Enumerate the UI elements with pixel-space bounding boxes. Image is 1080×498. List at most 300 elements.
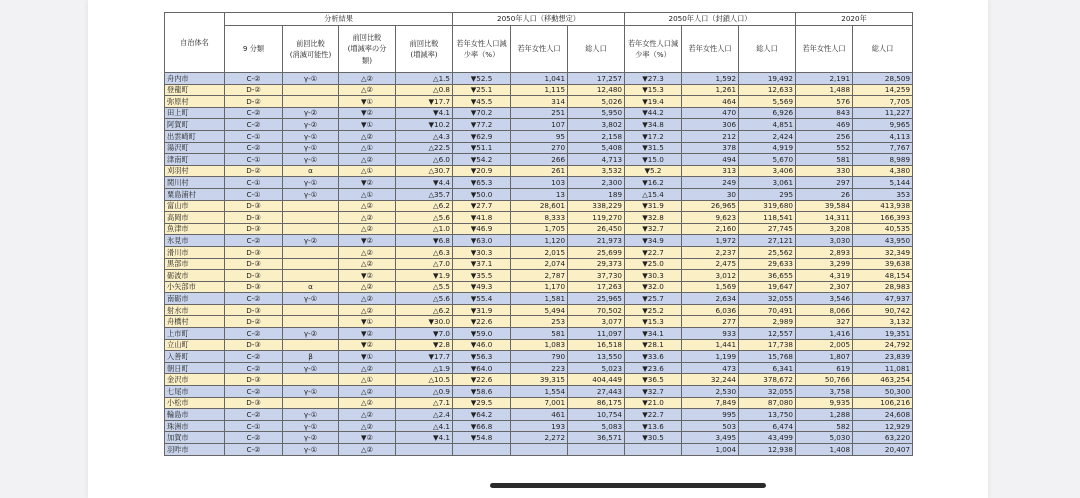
cell-name: 上市町 [165, 328, 225, 340]
cell-c-yf: 503 [682, 420, 739, 432]
cell-m-rate: ▼22.6 [453, 374, 511, 386]
cell-y-yf: 3,546 [796, 293, 853, 305]
table-row [165, 212, 913, 224]
cell-c-yf: 378 [682, 142, 739, 154]
cell-rc: △② [339, 304, 396, 316]
cell-rc: ▼② [339, 107, 396, 119]
cell-rc: ▼② [339, 328, 396, 340]
cell-name: 立山町 [165, 339, 225, 351]
cell-c-rate: ▼22.7 [625, 409, 682, 421]
header-2020-yf-pop: 若年女性人口 [796, 26, 853, 73]
cell-y-tot: 40,535 [853, 223, 913, 235]
cell-prev [283, 339, 339, 351]
cell-c-rate: ▼32.8 [625, 212, 682, 224]
cell-m-rate: ▼41.8 [453, 212, 511, 224]
cell-c-rate: ▼16.2 [625, 177, 682, 189]
cell-m-rate: ▼45.5 [453, 96, 511, 108]
cell-cls: C-① [225, 420, 283, 432]
cell-cls: C-② [225, 235, 283, 247]
cell-y-yf: 576 [796, 96, 853, 108]
cell-rc: △② [339, 223, 396, 235]
cell-name: 田上町 [165, 107, 225, 119]
cell-prev [283, 84, 339, 96]
table-row [165, 409, 913, 421]
cell-m-tot: 3,532 [568, 165, 625, 177]
cell-m-rate: ▼64.2 [453, 409, 511, 421]
cell-rc: △② [339, 246, 396, 258]
cell-prev: β [283, 351, 339, 363]
cell-m-yf: 5,494 [511, 304, 568, 316]
cell-c-yf: 1,199 [682, 351, 739, 363]
cell-c-yf: 32,244 [682, 374, 739, 386]
cell-y-yf: 843 [796, 107, 853, 119]
cell-cls: D-③ [225, 281, 283, 293]
table-row [165, 246, 913, 258]
cell-rc: ▼① [339, 119, 396, 131]
cell-c-tot: 319,680 [739, 200, 796, 212]
cell-name: 黒部市 [165, 258, 225, 270]
cell-rate: △0.9 [396, 386, 453, 398]
cell-m-tot: 3,077 [568, 316, 625, 328]
cell-m-tot: 21,973 [568, 235, 625, 247]
cell-c-yf: 6,036 [682, 304, 739, 316]
cell-y-yf: 4,319 [796, 270, 853, 282]
cell-rate: △5.5 [396, 281, 453, 293]
cell-rc: △② [339, 420, 396, 432]
table-row [165, 444, 913, 456]
cell-m-yf: 251 [511, 107, 568, 119]
cell-c-rate: ▼30.3 [625, 270, 682, 282]
table-row [165, 304, 913, 316]
cell-c-tot: 118,541 [739, 212, 796, 224]
cell-prev: γ-② [283, 328, 339, 340]
header-analysis: 分析結果 [225, 13, 453, 26]
cell-name: 入善町 [165, 351, 225, 363]
cell-c-rate: ▼32.7 [625, 223, 682, 235]
cell-m-yf: 1,554 [511, 386, 568, 398]
cell-c-yf: 1,569 [682, 281, 739, 293]
table-row [165, 119, 913, 131]
cell-c-rate: △15.4 [625, 188, 682, 200]
cell-m-yf [511, 444, 568, 456]
cell-c-tot: 6,926 [739, 107, 796, 119]
cell-y-tot: 12,929 [853, 420, 913, 432]
cell-prev: α [283, 281, 339, 293]
cell-m-rate: ▼58.6 [453, 386, 511, 398]
cell-c-tot: 25,562 [739, 246, 796, 258]
cell-rc: △② [339, 84, 396, 96]
cell-name: 七尾市 [165, 386, 225, 398]
cell-y-tot: 32,349 [853, 246, 913, 258]
table-row [165, 84, 913, 96]
horizontal-scrollbar[interactable] [490, 483, 766, 488]
cell-c-tot: 5,670 [739, 154, 796, 166]
cell-name: 湯沢町 [165, 142, 225, 154]
cell-c-rate: ▼33.6 [625, 351, 682, 363]
cell-c-tot: 13,750 [739, 409, 796, 421]
cell-c-rate: ▼25.7 [625, 293, 682, 305]
cell-cls: C-② [225, 432, 283, 444]
cell-c-yf: 464 [682, 96, 739, 108]
cell-prev: γ-① [283, 420, 339, 432]
cell-rate: ▼4.1 [396, 432, 453, 444]
table-row [165, 223, 913, 235]
cell-y-tot: 47,937 [853, 293, 913, 305]
cell-y-yf: 1,408 [796, 444, 853, 456]
cell-y-tot: 463,254 [853, 374, 913, 386]
cell-rate: ▼30.0 [396, 316, 453, 328]
cell-c-rate: ▼36.5 [625, 374, 682, 386]
cell-y-yf: 3,030 [796, 235, 853, 247]
cell-c-rate: ▼27.3 [625, 73, 682, 85]
cell-m-yf: 266 [511, 154, 568, 166]
cell-m-tot: 13,550 [568, 351, 625, 363]
cell-m-tot: 17,263 [568, 281, 625, 293]
header-2020-total: 総人口 [853, 26, 913, 73]
cell-y-yf: 1,288 [796, 409, 853, 421]
cell-c-tot: 27,121 [739, 235, 796, 247]
cell-cls: C-② [225, 73, 283, 85]
cell-name: 出雲崎町 [165, 130, 225, 142]
cell-y-yf: 469 [796, 119, 853, 131]
cell-c-tot: 32,055 [739, 386, 796, 398]
cell-cls: C-① [225, 130, 283, 142]
cell-c-tot: 19,492 [739, 73, 796, 85]
cell-m-rate: ▼30.3 [453, 246, 511, 258]
cell-c-yf: 212 [682, 130, 739, 142]
cell-c-yf: 249 [682, 177, 739, 189]
cell-name: 粟島浦村 [165, 188, 225, 200]
cell-m-yf: 39,315 [511, 374, 568, 386]
cell-rc: △② [339, 281, 396, 293]
cell-m-yf: 193 [511, 420, 568, 432]
cell-m-tot: 5,083 [568, 420, 625, 432]
cell-m-tot: 5,026 [568, 96, 625, 108]
cell-rate [396, 444, 453, 456]
table-row [165, 258, 913, 270]
cell-y-yf: 50,766 [796, 374, 853, 386]
cell-prev: γ-② [283, 107, 339, 119]
cell-m-rate: ▼59.0 [453, 328, 511, 340]
cell-y-tot: 11,081 [853, 362, 913, 374]
header-move-yf-pop: 若年女性人口 [511, 26, 568, 73]
cell-c-tot: 43,499 [739, 432, 796, 444]
cell-cls: D-③ [225, 374, 283, 386]
cell-c-tot: 12,633 [739, 84, 796, 96]
cell-m-tot: 29,373 [568, 258, 625, 270]
cell-cls: D-③ [225, 339, 283, 351]
cell-m-rate: ▼22.6 [453, 316, 511, 328]
cell-c-rate: ▼34.8 [625, 119, 682, 131]
cell-c-rate: ▼25.0 [625, 258, 682, 270]
cell-y-yf: 14,311 [796, 212, 853, 224]
cell-cls: C-① [225, 177, 283, 189]
cell-m-rate: ▼62.9 [453, 130, 511, 142]
table-row [165, 154, 913, 166]
cell-rc: ▼① [339, 96, 396, 108]
cell-c-yf: 277 [682, 316, 739, 328]
cell-name: 輪島市 [165, 409, 225, 421]
cell-m-yf: 2,272 [511, 432, 568, 444]
cell-rate: △1.9 [396, 362, 453, 374]
cell-rc: △② [339, 386, 396, 398]
cell-prev [283, 246, 339, 258]
cell-name: 津南町 [165, 154, 225, 166]
cell-rc: △② [339, 397, 396, 409]
cell-y-yf: 581 [796, 154, 853, 166]
cell-rc: ▼② [339, 432, 396, 444]
cell-rate: △4.3 [396, 130, 453, 142]
table-row [165, 188, 913, 200]
cell-cls: C-② [225, 444, 283, 456]
table-row [165, 397, 913, 409]
cell-y-tot: 166,393 [853, 212, 913, 224]
cell-prev: γ-② [283, 235, 339, 247]
cell-c-rate: ▼23.6 [625, 362, 682, 374]
cell-rc: △② [339, 444, 396, 456]
cell-cls: C-② [225, 362, 283, 374]
header-municipality: 自治体名 [165, 13, 225, 73]
cell-name: 加賀市 [165, 432, 225, 444]
cell-m-rate: ▼31.9 [453, 304, 511, 316]
cell-y-tot: 24,792 [853, 339, 913, 351]
population-analysis-table [164, 12, 913, 456]
cell-cls: C-② [225, 293, 283, 305]
cell-cls: C-② [225, 386, 283, 398]
cell-name: 滑川市 [165, 246, 225, 258]
cell-m-rate: ▼55.4 [453, 293, 511, 305]
cell-rate: ▼6.8 [396, 235, 453, 247]
cell-rate: ▼17.7 [396, 96, 453, 108]
cell-c-yf: 2,530 [682, 386, 739, 398]
cell-name: 刈羽村 [165, 165, 225, 177]
cell-rate: ▼4.1 [396, 107, 453, 119]
cell-m-tot: 12,480 [568, 84, 625, 96]
cell-y-tot: 7,767 [853, 142, 913, 154]
cell-m-tot: 4,713 [568, 154, 625, 166]
cell-c-rate: ▼34.1 [625, 328, 682, 340]
cell-c-rate: ▼44.2 [625, 107, 682, 119]
table-row [165, 165, 913, 177]
table-row [165, 374, 913, 386]
cell-c-yf: 494 [682, 154, 739, 166]
cell-c-tot: 6,474 [739, 420, 796, 432]
cell-prev [283, 212, 339, 224]
cell-c-tot: 4,919 [739, 142, 796, 154]
cell-rc: △① [339, 165, 396, 177]
cell-y-yf: 8,066 [796, 304, 853, 316]
cell-m-tot: 2,300 [568, 177, 625, 189]
cell-y-tot: 5,144 [853, 177, 913, 189]
cell-c-yf: 1,592 [682, 73, 739, 85]
cell-c-rate: ▼15.0 [625, 154, 682, 166]
cell-prev: γ-① [283, 362, 339, 374]
cell-prev: γ-② [283, 432, 339, 444]
cell-c-yf: 1,972 [682, 235, 739, 247]
cell-y-yf: 2,191 [796, 73, 853, 85]
cell-m-rate: ▼20.9 [453, 165, 511, 177]
cell-name: 小松市 [165, 397, 225, 409]
table-row [165, 107, 913, 119]
cell-name: 朝日町 [165, 362, 225, 374]
cell-c-tot: 29,633 [739, 258, 796, 270]
cell-m-rate: ▼46.9 [453, 223, 511, 235]
cell-c-rate: ▼22.7 [625, 246, 682, 258]
header-2020: 2020年 [796, 13, 913, 26]
cell-rc: △② [339, 362, 396, 374]
cell-y-tot: 90,742 [853, 304, 913, 316]
cell-m-tot: 17,257 [568, 73, 625, 85]
table-row [165, 432, 913, 444]
cell-c-yf: 933 [682, 328, 739, 340]
cell-y-tot: 4,380 [853, 165, 913, 177]
cell-m-tot: 3,802 [568, 119, 625, 131]
cell-rate: ▼4.4 [396, 177, 453, 189]
cell-c-yf: 30 [682, 188, 739, 200]
cell-rc: △② [339, 200, 396, 212]
cell-name: 高岡市 [165, 212, 225, 224]
cell-name: 氷見市 [165, 235, 225, 247]
cell-prev: γ-① [283, 444, 339, 456]
cell-m-tot: 404,449 [568, 374, 625, 386]
cell-m-tot: 119,270 [568, 212, 625, 224]
cell-rate: △30.7 [396, 165, 453, 177]
cell-m-rate: ▼70.2 [453, 107, 511, 119]
cell-y-tot: 353 [853, 188, 913, 200]
cell-rate: △5.6 [396, 293, 453, 305]
cell-c-rate [625, 444, 682, 456]
cell-rate: △6.3 [396, 246, 453, 258]
cell-c-tot: 12,557 [739, 328, 796, 340]
cell-y-tot: 8,989 [853, 154, 913, 166]
cell-rate: △1.5 [396, 73, 453, 85]
cell-prev: γ-② [283, 119, 339, 131]
cell-prev: γ-① [283, 409, 339, 421]
header-2050-move: 2050年人口（移動想定） [453, 13, 625, 26]
cell-m-yf: 1,705 [511, 223, 568, 235]
cell-m-tot: 10,754 [568, 409, 625, 421]
cell-m-rate: ▼29.5 [453, 397, 511, 409]
cell-y-tot: 4,113 [853, 130, 913, 142]
cell-rc: △② [339, 409, 396, 421]
cell-rate: △2.4 [396, 409, 453, 421]
cell-y-yf: 2,005 [796, 339, 853, 351]
cell-cls: D-③ [225, 212, 283, 224]
cell-m-yf: 314 [511, 96, 568, 108]
cell-cls: C-② [225, 107, 283, 119]
cell-prev: γ-① [283, 293, 339, 305]
cell-rate: △6.2 [396, 304, 453, 316]
cell-c-rate: ▼31.9 [625, 200, 682, 212]
table-row [165, 235, 913, 247]
cell-y-tot: 39,638 [853, 258, 913, 270]
cell-c-yf: 26,965 [682, 200, 739, 212]
cell-prev: γ-① [283, 154, 339, 166]
table-row [165, 420, 913, 432]
cell-m-rate: ▼50.0 [453, 188, 511, 200]
cell-c-tot: 87,080 [739, 397, 796, 409]
cell-cls: D-③ [225, 304, 283, 316]
document-page [88, 0, 988, 498]
cell-rate: △7.0 [396, 258, 453, 270]
cell-m-tot: 26,450 [568, 223, 625, 235]
cell-cls: C-② [225, 119, 283, 131]
cell-rate: △35.7 [396, 188, 453, 200]
cell-m-yf: 2,015 [511, 246, 568, 258]
cell-m-yf: 223 [511, 362, 568, 374]
cell-m-yf: 103 [511, 177, 568, 189]
cell-rate: △5.6 [396, 212, 453, 224]
cell-m-yf: 1,581 [511, 293, 568, 305]
cell-m-yf: 1,041 [511, 73, 568, 85]
cell-m-tot: 36,571 [568, 432, 625, 444]
cell-y-yf: 330 [796, 165, 853, 177]
table-row [165, 316, 913, 328]
cell-y-tot: 24,608 [853, 409, 913, 421]
table-body [165, 73, 913, 456]
cell-c-rate: ▼15.3 [625, 84, 682, 96]
cell-m-yf: 7,001 [511, 397, 568, 409]
cell-y-yf: 619 [796, 362, 853, 374]
cell-rate: ▼17.7 [396, 351, 453, 363]
cell-name: 南砺市 [165, 293, 225, 305]
cell-rate: ▼2.8 [396, 339, 453, 351]
cell-cls: C-② [225, 351, 283, 363]
cell-c-yf: 2,160 [682, 223, 739, 235]
table-row [165, 362, 913, 374]
cell-c-rate: ▼5.2 [625, 165, 682, 177]
cell-c-rate: ▼15.3 [625, 316, 682, 328]
cell-prev: γ-① [283, 73, 339, 85]
cell-m-tot: 86,175 [568, 397, 625, 409]
cell-rc: ▼① [339, 351, 396, 363]
cell-c-yf: 313 [682, 165, 739, 177]
cell-name: 富山市 [165, 200, 225, 212]
cell-c-tot: 378,672 [739, 374, 796, 386]
cell-rc: △② [339, 293, 396, 305]
cell-name: 珠洲市 [165, 420, 225, 432]
cell-prev [283, 258, 339, 270]
cell-name: 羽咋市 [165, 444, 225, 456]
cell-c-yf: 3,012 [682, 270, 739, 282]
cell-y-tot: 63,220 [853, 432, 913, 444]
cell-y-tot: 9,965 [853, 119, 913, 131]
cell-cls: D-③ [225, 246, 283, 258]
cell-rc: △② [339, 130, 396, 142]
cell-name: 阿賀町 [165, 119, 225, 131]
cell-c-rate: ▼28.1 [625, 339, 682, 351]
cell-m-yf: 581 [511, 328, 568, 340]
cell-m-rate: ▼66.8 [453, 420, 511, 432]
header-9class: 9 分類 [225, 26, 283, 73]
cell-c-tot: 19,647 [739, 281, 796, 293]
cell-m-yf: 2,787 [511, 270, 568, 282]
cell-m-yf: 270 [511, 142, 568, 154]
cell-y-yf: 39,584 [796, 200, 853, 212]
cell-rc: ▼② [339, 339, 396, 351]
cell-c-rate: ▼21.0 [625, 397, 682, 409]
cell-prev: γ-① [283, 142, 339, 154]
cell-name: 舟橋村 [165, 316, 225, 328]
cell-cls: D-② [225, 84, 283, 96]
cell-name: 砺波市 [165, 270, 225, 282]
cell-prev [283, 270, 339, 282]
cell-y-tot: 28,983 [853, 281, 913, 293]
cell-c-tot: 27,745 [739, 223, 796, 235]
header-closed-yf-pop: 若年女性人口 [682, 26, 739, 73]
cell-c-rate: ▼30.5 [625, 432, 682, 444]
cell-m-rate: ▼64.0 [453, 362, 511, 374]
